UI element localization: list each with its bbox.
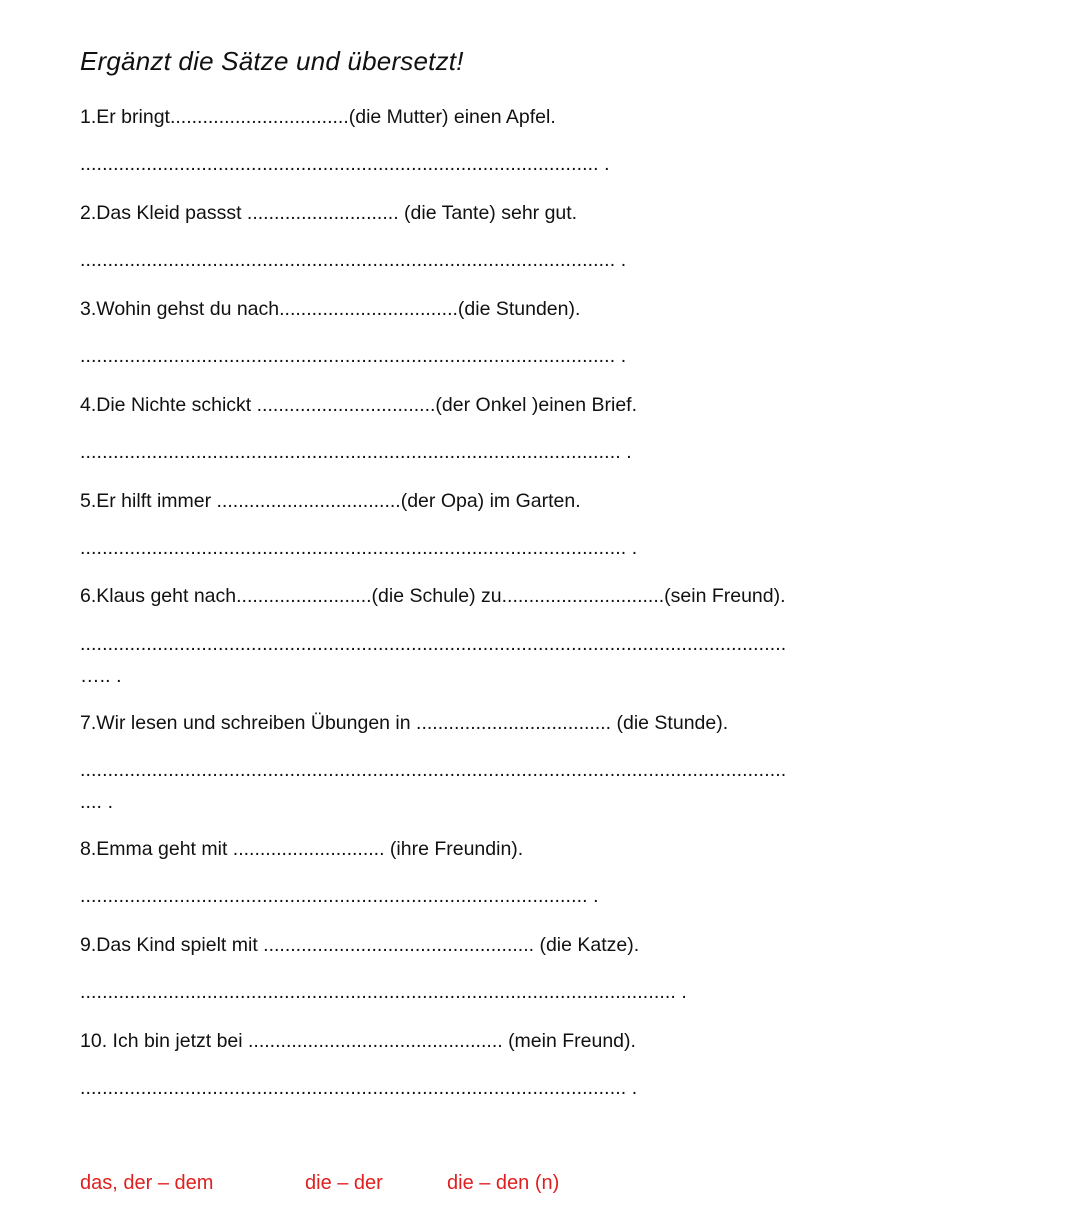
answer-line-5: ................................................................................................... . bbox=[80, 537, 638, 559]
answer-line-9: ............................................................................................................ . bbox=[80, 981, 687, 1003]
answer-line-2: ................................................................................................. . bbox=[80, 249, 627, 271]
legend-die-der: die – der bbox=[305, 1172, 383, 1194]
exercise-6: 6.Klaus geht nach.........................(die Schule) zu..............................(sein Freund). bbox=[80, 585, 786, 607]
exercise-8: 8.Emma geht mit ............................ (ihre Freundin). bbox=[80, 838, 524, 860]
legend-das-der: das, der – dem bbox=[80, 1172, 214, 1194]
exercise-5: 5.Er hilft immer ..................................(der Opa) im Garten. bbox=[80, 490, 581, 512]
answer-line-6-continued: ….. . bbox=[80, 665, 122, 687]
exercise-7: 7.Wir lesen und schreiben Übungen in .................................... (die Stunde). bbox=[80, 712, 729, 734]
exercise-3: 3.Wohin gehst du nach.................................(die Stunden). bbox=[80, 298, 581, 320]
exercise-9: 9.Das Kind spielt mit .................................................. (die Katze). bbox=[80, 934, 640, 956]
legend-die-den: die – den (n) bbox=[447, 1172, 560, 1194]
answer-line-10: ................................................................................................... . bbox=[80, 1077, 638, 1099]
answer-line-1: .............................................................................................. . bbox=[80, 153, 610, 175]
exercise-4: 4.Die Nichte schickt .................................(der Onkel )einen Brief. bbox=[80, 394, 638, 416]
exercise-1: 1.Er bringt.................................(die Mutter) einen Apfel. bbox=[80, 106, 556, 128]
answer-line-4: .................................................................................................. . bbox=[80, 441, 632, 463]
exercise-10: 10. Ich bin jetzt bei ............................................... (mein Freund). bbox=[80, 1030, 636, 1052]
answer-line-6: ................................................................................................................................ bbox=[80, 634, 787, 654]
answer-line-7-continued: .... . bbox=[80, 791, 114, 813]
answer-line-3: ................................................................................................. . bbox=[80, 345, 627, 367]
exercise-2: 2.Das Kleid passst ............................ (die Tante) sehr gut. bbox=[80, 202, 578, 224]
answer-line-8: ............................................................................................ . bbox=[80, 885, 599, 907]
page-title: Ergänzt die Sätze und übersetzt! bbox=[80, 46, 464, 76]
answer-line-7: ................................................................................................................................ bbox=[80, 760, 787, 780]
